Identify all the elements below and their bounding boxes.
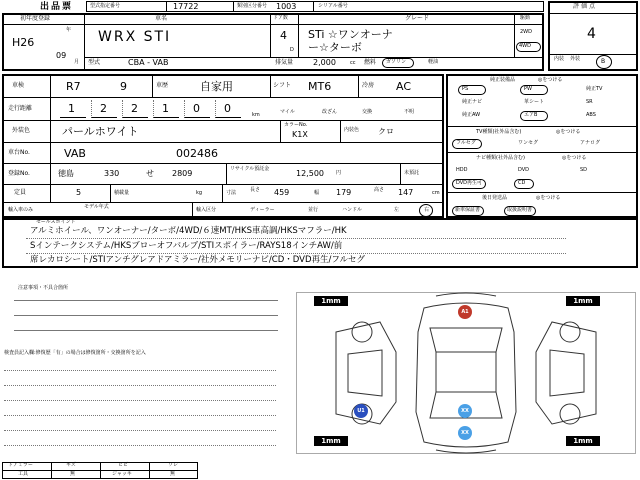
navi-item: CD bbox=[518, 180, 526, 186]
legend-v-jack: ジャッキ bbox=[112, 471, 132, 477]
handle-right: 右 bbox=[424, 207, 430, 213]
capacity: 5 bbox=[76, 188, 82, 197]
length-label: 長さ bbox=[250, 187, 261, 193]
exterior-label: 外装 bbox=[570, 56, 581, 62]
model-label: 型式 bbox=[88, 59, 101, 66]
mileage-digit: 0 bbox=[224, 102, 231, 115]
mileage-opt-replace: 交換 bbox=[362, 109, 373, 115]
height: 147 bbox=[398, 188, 414, 197]
after-note: ◎をつける bbox=[536, 195, 561, 201]
load-unit: kg bbox=[196, 190, 203, 196]
legend-h-mirror: ドアミラー bbox=[8, 462, 33, 468]
displacement: 2,000 bbox=[313, 58, 336, 67]
handle-label: ハンドル bbox=[342, 207, 363, 213]
damage-mark-xx-1: XX bbox=[458, 404, 472, 418]
registration-year-mark: 年 bbox=[66, 27, 72, 33]
plate-no: 2809 bbox=[172, 169, 193, 178]
tv-item: アナログ bbox=[580, 140, 601, 146]
navi-label: ナビ種類(社外品含む) bbox=[476, 155, 525, 161]
grade-label: グレード bbox=[405, 15, 430, 22]
mm-label-top-right: 1mm bbox=[566, 296, 600, 306]
doors: 4 bbox=[280, 29, 287, 42]
equipment-item: エアB bbox=[524, 112, 538, 118]
damage-mark-u1: U1 bbox=[354, 404, 368, 418]
legend-h-break: ワレ bbox=[168, 462, 179, 468]
mileage-digit-cell bbox=[60, 100, 86, 118]
unpaid-label: 未預託 bbox=[404, 170, 420, 176]
tv-note: ◎をつける bbox=[556, 129, 581, 135]
color-label: 外装色 bbox=[12, 127, 31, 134]
length: 459 bbox=[274, 188, 290, 197]
mileage-digit: 1 bbox=[68, 102, 75, 115]
ac-label: 冷房 bbox=[362, 82, 375, 89]
mm-label-bottom-left: 1mm bbox=[314, 436, 348, 446]
color-code: K1X bbox=[292, 130, 308, 139]
recycle-label: リサイクル預託金 bbox=[230, 166, 270, 172]
grade-line1: STi ☆ワンオーナ bbox=[308, 28, 393, 41]
size-unit: cm bbox=[432, 190, 440, 196]
genuine-label: 純正装備品 bbox=[490, 77, 516, 83]
equipment-item: SR bbox=[586, 99, 593, 105]
doors-label: ドア数 bbox=[273, 15, 288, 21]
score-label: 評価点 bbox=[573, 3, 598, 10]
legend-h-crack: ヒビ bbox=[118, 462, 129, 468]
load-label: 積載量 bbox=[114, 190, 130, 196]
mileage-digit: 0 bbox=[193, 102, 200, 115]
recycle-unit: 円 bbox=[336, 170, 342, 176]
size-label: 寸法 bbox=[226, 190, 237, 196]
legend-v-none1: 無 bbox=[70, 471, 76, 477]
doors-unit: D bbox=[290, 47, 294, 53]
page-title: 出品票 bbox=[40, 2, 74, 12]
inspector-label: 検査員記入欄:修復歴「有」の場合は修復箇所・交換箇所を記入 bbox=[4, 350, 146, 356]
car-name-label: 車名 bbox=[155, 15, 168, 22]
genuine-note: ◎をつける bbox=[538, 77, 563, 83]
tv-label: TV種類(社外品含む) bbox=[476, 129, 522, 135]
interior-grade: B bbox=[601, 58, 606, 65]
damage-mark-a1: A1 bbox=[458, 305, 472, 319]
plate-area: 徳島 bbox=[58, 169, 74, 178]
chassis-label: 車台No. bbox=[8, 149, 30, 156]
width: 179 bbox=[336, 188, 352, 197]
mileage-opt-tamper: 改ざん bbox=[322, 109, 338, 115]
mileage-unit: km bbox=[252, 112, 260, 118]
legend-v-tools: 工具 bbox=[18, 471, 29, 477]
shift: MT6 bbox=[308, 80, 332, 93]
mileage-digit: 1 bbox=[162, 102, 169, 115]
caution-label: 注意事項・不具合箇所 bbox=[18, 285, 69, 291]
mm-label-bottom-right: 1mm bbox=[566, 436, 600, 446]
sales-line-1: アルミホイール、ワンオーナー/ターボ/4WD/６速MT/HKS車高調/HKSマフラー/HK bbox=[30, 226, 347, 236]
type-no-label: 型式指定番号 bbox=[90, 3, 121, 9]
mileage-label: 走行距離 bbox=[8, 105, 33, 112]
after-manual: 取扱説明書 bbox=[507, 207, 533, 213]
mileage-digit-cell bbox=[122, 100, 148, 118]
navi-item: HDD bbox=[456, 167, 468, 173]
navi-item: DVD bbox=[518, 167, 530, 173]
plate-label: 登録No. bbox=[8, 170, 30, 177]
car-name: WRX STI bbox=[98, 29, 172, 45]
tv-item: ワンセグ bbox=[518, 140, 539, 146]
usage: 自家用 bbox=[200, 80, 233, 93]
dealer-option: ディーラー bbox=[250, 207, 275, 213]
import-type-label: 輸入区分 bbox=[196, 207, 217, 213]
plate-kana: せ bbox=[146, 169, 154, 178]
score: 4 bbox=[587, 26, 596, 42]
navi-item: DVD再生可 bbox=[456, 180, 483, 186]
equipment-item: 純正ナビ bbox=[462, 99, 483, 105]
registration-era: H26 bbox=[12, 36, 35, 49]
model-year-label: モデル年式 bbox=[84, 204, 109, 210]
grade-line2: ー☆ターボ bbox=[308, 41, 362, 54]
equipment-item: PW bbox=[524, 86, 532, 92]
drive-4wd: 4WD bbox=[519, 43, 531, 49]
displacement-label: 排気量 bbox=[275, 59, 294, 66]
color-code-label: カラーNo. bbox=[284, 122, 308, 128]
equipment-item: ABS bbox=[586, 112, 596, 118]
equipment-item: 純正TV bbox=[586, 86, 603, 92]
header-id-row bbox=[86, 1, 544, 12]
sales-line-2: Sインテークシステム/HKSブローオフバルブ/STIスポイラー/RAYS18インチAW/前 bbox=[30, 241, 343, 251]
mileage-digit-cell bbox=[215, 100, 241, 118]
navi-note: ◎をつける bbox=[562, 155, 587, 161]
equipment-item: 革シート bbox=[524, 99, 545, 105]
parallel-option: 並行 bbox=[308, 207, 319, 213]
type-no: 17722 bbox=[173, 2, 199, 11]
after-label: 後日発送品 bbox=[482, 195, 508, 201]
damage-mark-xx-2: XX bbox=[458, 426, 472, 440]
color: パールホワイト bbox=[62, 125, 139, 138]
after-warranty: 新車保証書 bbox=[455, 207, 481, 213]
import-label: 輸入車のみ bbox=[8, 207, 34, 213]
fuel-label: 燃料 bbox=[364, 59, 377, 66]
registration-month: 09 bbox=[56, 51, 67, 60]
registration-month-mark: 月 bbox=[74, 59, 80, 65]
shift-label: シフト bbox=[273, 82, 292, 89]
mileage-opt-mile: マイル bbox=[280, 109, 295, 115]
interior-color-label: 内装色 bbox=[344, 127, 360, 133]
registration-label: 初年度登録 bbox=[20, 15, 51, 22]
displacement-unit: cc bbox=[350, 60, 356, 66]
usage-label: 車歴 bbox=[156, 82, 169, 89]
legend-h-scratch: キズ bbox=[66, 462, 76, 468]
mileage-digit-cell bbox=[153, 100, 179, 118]
mileage-digit: 2 bbox=[100, 102, 107, 115]
detail-table bbox=[2, 74, 444, 218]
serial-label: シリアル番号 bbox=[318, 3, 348, 9]
drive-2wd: 2WD bbox=[520, 29, 532, 35]
capacity-label: 定員 bbox=[14, 189, 27, 196]
navi-item: SD bbox=[580, 167, 588, 173]
interior-color: クロ bbox=[378, 127, 394, 136]
height-label: 高さ bbox=[374, 187, 385, 193]
handle-left: 左 bbox=[394, 207, 400, 213]
class-no-label: 類別区分番号 bbox=[237, 3, 268, 9]
inspection: R7 bbox=[66, 80, 81, 93]
equipment-item: PS bbox=[462, 86, 469, 92]
recycle: 12,500 bbox=[296, 169, 324, 178]
inspection-month: 9 bbox=[120, 80, 127, 93]
sales-line-3: 席レカロシート/STIアンチグレアドアミラー/社外メモリーナビ/CD・DVD再生/フルセグ bbox=[30, 255, 366, 265]
fuel: ガソリン bbox=[386, 59, 407, 65]
width-label: 幅 bbox=[314, 190, 320, 196]
mileage-digit: 2 bbox=[131, 102, 138, 115]
inspection-label: 車検 bbox=[12, 82, 25, 89]
tv-item: フルセグ bbox=[456, 140, 476, 146]
plate-class: 330 bbox=[104, 169, 120, 178]
ac: AC bbox=[396, 80, 412, 93]
equipment-item: 純正AW bbox=[462, 112, 481, 118]
mileage-opt-unknown: 不明 bbox=[404, 109, 415, 115]
chassis-prefix: VAB bbox=[64, 147, 86, 160]
class-no: 1003 bbox=[276, 2, 297, 11]
interior-label: 内装 bbox=[554, 56, 565, 62]
mileage-digit-cell bbox=[184, 100, 210, 118]
mileage-digit-cell bbox=[91, 100, 117, 118]
model: CBA - VAB bbox=[128, 58, 169, 67]
sales-points-label: セールスポイント bbox=[36, 219, 76, 225]
mm-label-top-left: 1mm bbox=[314, 296, 348, 306]
drive-label: 駆動 bbox=[520, 15, 531, 21]
chassis-no: 002486 bbox=[176, 147, 218, 160]
legend-v-none2: 無 bbox=[170, 471, 176, 477]
fuel-other: 軽油 bbox=[428, 59, 439, 65]
